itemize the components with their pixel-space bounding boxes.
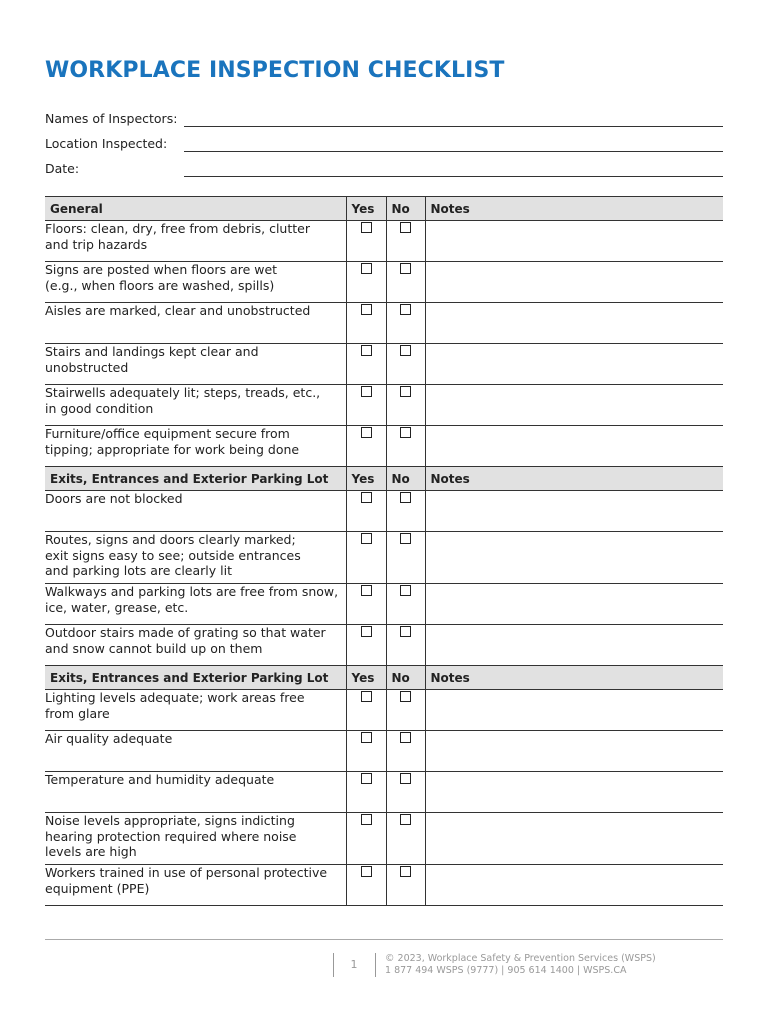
no-checkbox[interactable] — [400, 814, 411, 825]
no-checkbox[interactable] — [400, 866, 411, 877]
notes-cell[interactable] — [425, 772, 723, 813]
checklist-row — [45, 262, 723, 303]
checklist-row — [45, 303, 723, 344]
page-title: WORKPLACE INSPECTION CHECKLIST — [45, 58, 505, 83]
checklist-row — [45, 344, 723, 385]
yes-cell — [346, 491, 386, 532]
item-description: Floors: clean, dry, free from debris, clutter and trip hazards — [45, 221, 346, 262]
item-description: Walkways and parking lots are free from snow, ice, water, grease, etc. — [45, 584, 346, 625]
date-field-row — [45, 161, 723, 181]
checklist-row — [45, 584, 723, 625]
yes-checkbox[interactable] — [361, 773, 372, 784]
no-checkbox[interactable] — [400, 585, 411, 596]
notes-cell[interactable] — [425, 385, 723, 426]
yes-checkbox[interactable] — [361, 304, 372, 315]
no-checkbox[interactable] — [400, 345, 411, 356]
notes-cell[interactable] — [425, 865, 723, 906]
no-cell — [386, 303, 425, 344]
section-header-exits-2 — [45, 666, 723, 690]
footer-separator-right — [375, 953, 376, 977]
section-header-exits — [45, 467, 723, 491]
no-checkbox[interactable] — [400, 222, 411, 233]
yes-cell — [346, 344, 386, 385]
footer-divider — [45, 939, 723, 940]
yes-cell — [346, 532, 386, 584]
section-title: Exits, Entrances and Exterior Parking Lot — [45, 467, 346, 491]
item-description: Noise levels appropriate, signs indicting hearing protection required where noise levels are high — [45, 813, 346, 865]
checklist-row — [45, 772, 723, 813]
date-blank-line[interactable] — [184, 176, 723, 177]
date-label: Date: — [45, 161, 80, 176]
yes-checkbox[interactable] — [361, 533, 372, 544]
notes-cell[interactable] — [425, 532, 723, 584]
location-field-row — [45, 136, 723, 156]
checklist-row — [45, 532, 723, 584]
no-column-header: No — [386, 467, 425, 491]
notes-cell[interactable] — [425, 731, 723, 772]
footer-copyright — [385, 953, 656, 977]
item-description: Air quality adequate — [45, 731, 346, 772]
yes-cell — [346, 584, 386, 625]
no-cell — [386, 426, 425, 467]
notes-column-header: Notes — [425, 197, 723, 221]
section-title: General — [45, 197, 346, 221]
no-checkbox[interactable] — [400, 773, 411, 784]
no-checkbox[interactable] — [400, 492, 411, 503]
inspectors-label: Names of Inspectors: — [45, 111, 178, 126]
no-cell — [386, 690, 425, 731]
no-checkbox[interactable] — [400, 427, 411, 438]
location-blank-line[interactable] — [184, 151, 723, 152]
notes-cell[interactable] — [425, 584, 723, 625]
yes-cell — [346, 690, 386, 731]
yes-checkbox[interactable] — [361, 585, 372, 596]
inspectors-blank-line[interactable] — [184, 126, 723, 127]
section-header-general — [45, 197, 723, 221]
yes-checkbox[interactable] — [361, 732, 372, 743]
item-description: Stairs and landings kept clear and unobstructed — [45, 344, 346, 385]
notes-cell[interactable] — [425, 221, 723, 262]
yes-column-header: Yes — [346, 197, 386, 221]
footer-copyright-line: © 2023, Workplace Safety & Prevention Services (WSPS) — [385, 953, 656, 964]
checklist-row — [45, 491, 723, 532]
no-checkbox[interactable] — [400, 691, 411, 702]
checklist-row — [45, 731, 723, 772]
yes-cell — [346, 625, 386, 666]
notes-cell[interactable] — [425, 262, 723, 303]
inspection-checklist-table — [45, 196, 723, 906]
no-cell — [386, 491, 425, 532]
yes-checkbox[interactable] — [361, 492, 372, 503]
no-cell — [386, 865, 425, 906]
no-cell — [386, 262, 425, 303]
yes-checkbox[interactable] — [361, 814, 372, 825]
checklist-row — [45, 426, 723, 467]
yes-checkbox[interactable] — [361, 386, 372, 397]
no-checkbox[interactable] — [400, 626, 411, 637]
yes-checkbox[interactable] — [361, 263, 372, 274]
no-cell — [386, 385, 425, 426]
yes-cell — [346, 865, 386, 906]
yes-checkbox[interactable] — [361, 222, 372, 233]
notes-cell[interactable] — [425, 344, 723, 385]
item-description: Routes, signs and doors clearly marked; exit signs easy to see; outside entrances and parking lots are clearly lit — [45, 532, 346, 584]
item-description: Doors are not blocked — [45, 491, 346, 532]
no-cell — [386, 344, 425, 385]
yes-checkbox[interactable] — [361, 626, 372, 637]
no-cell — [386, 813, 425, 865]
no-checkbox[interactable] — [400, 304, 411, 315]
item-description: Lighting levels adequate; work areas free from glare — [45, 690, 346, 731]
item-description: Temperature and humidity adequate — [45, 772, 346, 813]
item-description: Stairwells adequately lit; steps, treads, etc., in good condition — [45, 385, 346, 426]
no-cell — [386, 532, 425, 584]
yes-column-header: Yes — [346, 467, 386, 491]
item-description: Signs are posted when floors are wet (e.g., when floors are washed, spills) — [45, 262, 346, 303]
notes-cell[interactable] — [425, 303, 723, 344]
notes-cell[interactable] — [425, 813, 723, 865]
no-cell — [386, 584, 425, 625]
yes-cell — [346, 426, 386, 467]
notes-column-header: Notes — [425, 467, 723, 491]
no-cell — [386, 772, 425, 813]
yes-cell — [346, 813, 386, 865]
section-title: Exits, Entrances and Exterior Parking Lot — [45, 666, 346, 690]
item-description: Aisles are marked, clear and unobstructed — [45, 303, 346, 344]
notes-cell[interactable] — [425, 491, 723, 532]
checklist-row — [45, 385, 723, 426]
checklist-row — [45, 865, 723, 906]
page-number: 1 — [350, 958, 358, 971]
notes-cell[interactable] — [425, 625, 723, 666]
notes-cell[interactable] — [425, 426, 723, 467]
yes-checkbox[interactable] — [361, 427, 372, 438]
no-checkbox[interactable] — [400, 732, 411, 743]
no-cell — [386, 221, 425, 262]
no-checkbox[interactable] — [400, 263, 411, 274]
location-label: Location Inspected: — [45, 136, 168, 151]
item-description: Outdoor stairs made of grating so that water and snow cannot build up on them — [45, 625, 346, 666]
checklist-row — [45, 813, 723, 865]
no-checkbox[interactable] — [400, 386, 411, 397]
yes-cell — [346, 221, 386, 262]
no-cell — [386, 731, 425, 772]
yes-cell — [346, 385, 386, 426]
yes-cell — [346, 262, 386, 303]
no-cell — [386, 625, 425, 666]
notes-cell[interactable] — [425, 690, 723, 731]
yes-checkbox[interactable] — [361, 866, 372, 877]
yes-checkbox[interactable] — [361, 345, 372, 356]
yes-cell — [346, 772, 386, 813]
inspectors-field-row — [45, 111, 723, 131]
yes-checkbox[interactable] — [361, 691, 372, 702]
footer-contact-line: 1 877 494 WSPS (9777) | 905 614 1400 | WSPS.CA — [385, 965, 627, 976]
item-description: Furniture/office equipment secure from tipping; appropriate for work being done — [45, 426, 346, 467]
yes-column-header: Yes — [346, 666, 386, 690]
notes-column-header: Notes — [425, 666, 723, 690]
checklist-row — [45, 221, 723, 262]
yes-cell — [346, 303, 386, 344]
item-description: Workers trained in use of personal protective equipment (PPE) — [45, 865, 346, 906]
no-column-header: No — [386, 197, 425, 221]
yes-cell — [346, 731, 386, 772]
checklist-row — [45, 625, 723, 666]
no-column-header: No — [386, 666, 425, 690]
no-checkbox[interactable] — [400, 533, 411, 544]
checklist-row — [45, 690, 723, 731]
